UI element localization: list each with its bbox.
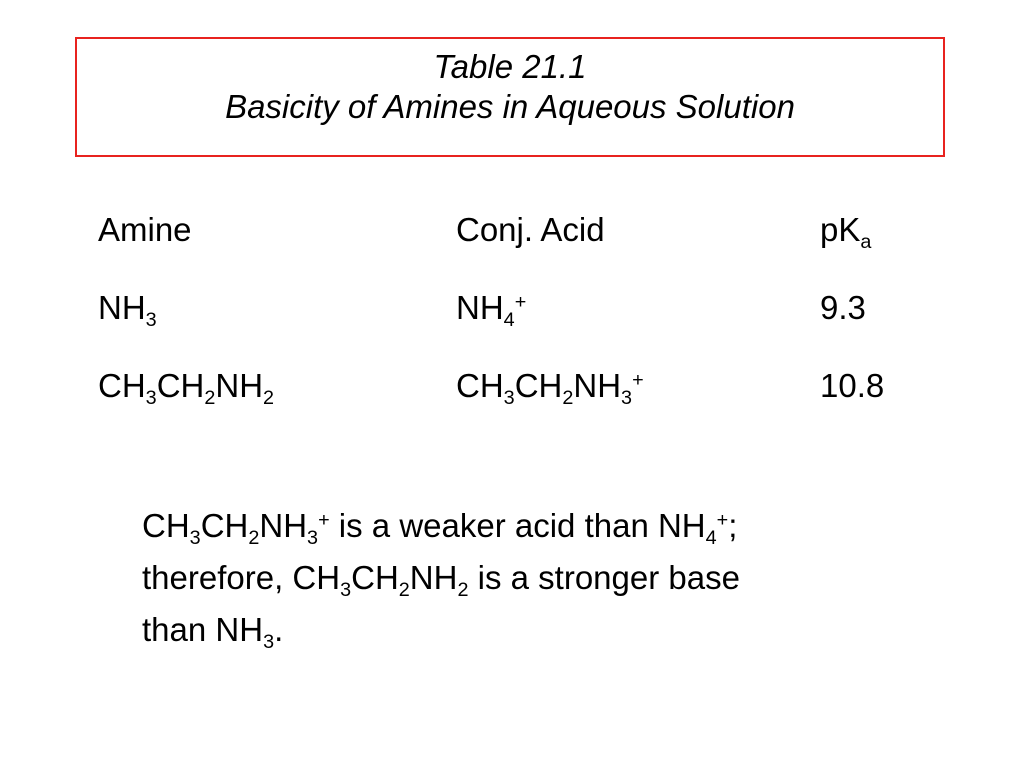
subscript: 2 (204, 386, 216, 409)
text-run: CH (456, 367, 504, 404)
text-run: is a weaker acid than NH (329, 507, 706, 544)
conclusion-note (142, 500, 932, 656)
table-row (98, 366, 948, 444)
text-run: CH (514, 367, 563, 404)
note-line (142, 552, 932, 604)
subscript: 2 (398, 578, 410, 601)
amine-formula (98, 366, 275, 409)
text-run: NH (98, 289, 146, 326)
text-run: CH (156, 367, 205, 404)
header-amine: Amine (98, 211, 192, 248)
text-run: NH (409, 559, 458, 596)
subscript: 3 (340, 578, 352, 601)
subscript: 3 (503, 386, 515, 409)
header-conj-acid: Conj. Acid (456, 211, 605, 248)
table-caption-title: Basicity of Amines in Aqueous Solution (225, 88, 795, 125)
subscript: 4 (705, 526, 717, 549)
subscript: 4 (503, 308, 515, 331)
conj-acid-formula (456, 366, 644, 409)
text-run: is a stronger base (468, 559, 740, 596)
text-run: than NH (142, 611, 264, 648)
text-run: CH (200, 507, 249, 544)
header-pka-main: pK (820, 211, 861, 248)
text-run: NH (456, 289, 504, 326)
subscript: 2 (457, 578, 469, 601)
title-box (75, 37, 945, 157)
text-run: . (274, 611, 284, 648)
subscript: 2 (248, 526, 260, 549)
pka-value: 9.3 (820, 289, 866, 326)
text-run: ; (728, 507, 738, 544)
superscript: + (514, 291, 527, 314)
subscript: 2 (263, 386, 275, 409)
subscript: 2 (562, 386, 574, 409)
text-run: CH (351, 559, 399, 596)
header-pka-subscript: a (860, 230, 872, 253)
text-run: therefore, CH (142, 559, 341, 596)
amine-formula (98, 288, 157, 331)
note-line (142, 500, 932, 552)
superscript: + (318, 509, 330, 532)
table-header-row (98, 210, 948, 288)
subscript: 3 (145, 308, 157, 331)
text-run: CH (98, 367, 146, 404)
text-run: CH (142, 507, 190, 544)
table-number-title: Table 21.1 (433, 48, 587, 85)
subscript: 3 (145, 386, 157, 409)
conj-acid-formula (456, 288, 527, 331)
note-line (142, 604, 932, 656)
subscript: 3 (621, 386, 633, 409)
text-run: NH (215, 367, 264, 404)
text-run: NH (259, 507, 308, 544)
superscript: + (632, 369, 644, 392)
subscript: 3 (307, 526, 319, 549)
superscript: + (716, 509, 729, 532)
header-pka (820, 210, 872, 253)
text-run: NH (573, 367, 622, 404)
table-row (98, 288, 948, 366)
amine-basicity-table (98, 210, 948, 444)
subscript: 3 (189, 526, 201, 549)
pka-value: 10.8 (820, 367, 885, 404)
subscript: 3 (263, 630, 275, 653)
